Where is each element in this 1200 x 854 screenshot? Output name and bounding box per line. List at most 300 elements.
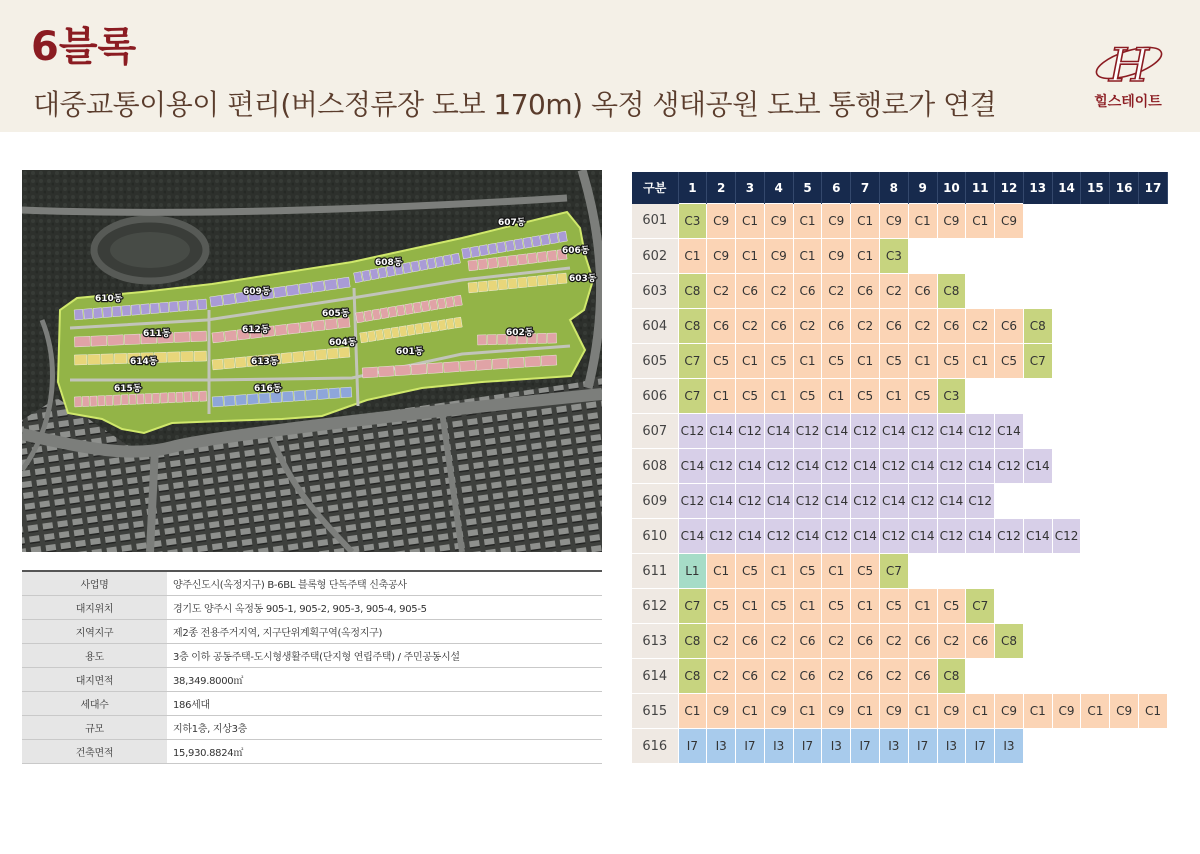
building-unit — [247, 394, 258, 405]
building-unit — [446, 318, 454, 329]
unit-cell: C3 — [678, 204, 707, 239]
empty-cell — [1110, 344, 1139, 379]
building-unit — [198, 299, 207, 310]
building-unit — [259, 393, 270, 404]
unit-cell: C2 — [879, 624, 908, 659]
unit-cell: C5 — [736, 379, 765, 414]
unit-cell: C1 — [851, 239, 880, 274]
row-label: 605 — [632, 344, 678, 379]
row-label: 609 — [632, 484, 678, 519]
unit-cell: C2 — [822, 659, 851, 694]
building-unit — [93, 308, 102, 319]
unit-cell: C12 — [822, 519, 851, 554]
building-unit — [438, 320, 446, 331]
unit-cell: C2 — [764, 659, 793, 694]
building-label: 616동 — [254, 384, 282, 394]
row-label: 604 — [632, 309, 678, 344]
building-unit — [517, 254, 527, 265]
building-unit — [514, 239, 523, 250]
unit-cell: C8 — [678, 659, 707, 694]
row-label: 614 — [632, 659, 678, 694]
unit-cell: C6 — [736, 624, 765, 659]
unit-cell: C6 — [707, 309, 736, 344]
unit-cell: C6 — [908, 624, 937, 659]
unit-cell: C2 — [793, 309, 822, 344]
unit-cell: C1 — [736, 344, 765, 379]
building-unit — [540, 234, 549, 245]
unit-table-header — [632, 172, 1168, 204]
info-label: 건축면적 — [22, 740, 167, 764]
building-unit — [312, 281, 325, 293]
building-unit — [91, 336, 107, 347]
unit-cell: I3 — [995, 729, 1024, 764]
building-unit — [378, 267, 387, 278]
unit-cell: C5 — [822, 344, 851, 379]
empty-cell — [1052, 484, 1081, 519]
empty-cell — [1139, 379, 1168, 414]
empty-cell — [1052, 414, 1081, 449]
building-unit — [383, 328, 391, 339]
building-unit — [391, 327, 399, 338]
building-unit — [212, 359, 223, 370]
unit-row — [632, 414, 1168, 449]
building-unit — [415, 323, 423, 334]
unit-cell: C9 — [822, 239, 851, 274]
building-unit — [324, 279, 337, 291]
row-label: 615 — [632, 694, 678, 729]
unit-cell: C1 — [793, 694, 822, 729]
unit-cell: C6 — [995, 309, 1024, 344]
empty-cell — [1081, 309, 1110, 344]
unit-cell: C6 — [937, 309, 966, 344]
row-label: 608 — [632, 449, 678, 484]
empty-cell — [966, 659, 995, 694]
building-unit — [527, 253, 537, 264]
unit-cell: C6 — [879, 309, 908, 344]
column-header: 12 — [995, 172, 1024, 204]
building-unit — [476, 359, 492, 370]
building-unit — [192, 391, 199, 401]
unit-cell: C1 — [736, 239, 765, 274]
unit-cell: C1 — [822, 379, 851, 414]
unit-cell: C14 — [822, 484, 851, 519]
unit-row — [632, 274, 1168, 309]
building-unit — [129, 394, 136, 404]
page-subtitle: 대중교통이용이 편리(버스정류장 도보 170m) 옥정 생태공원 도보 통행로가 연결 — [33, 90, 997, 121]
empty-cell — [1081, 239, 1110, 274]
building-unit — [427, 258, 436, 269]
info-row — [22, 620, 602, 644]
column-header: 16 — [1110, 172, 1139, 204]
building-unit — [454, 295, 463, 306]
row-label: 613 — [632, 624, 678, 659]
column-header: 14 — [1052, 172, 1081, 204]
unit-cell: C1 — [851, 204, 880, 239]
empty-cell — [1052, 589, 1081, 624]
unit-cell: C12 — [937, 449, 966, 484]
building-unit — [508, 357, 524, 368]
unit-cell: C8 — [937, 274, 966, 309]
building-unit — [74, 355, 87, 365]
info-value: 38,349.8000㎡ — [167, 668, 602, 692]
empty-cell — [1023, 274, 1052, 309]
unit-row — [632, 344, 1168, 379]
building-unit — [327, 348, 338, 359]
building-unit — [329, 388, 340, 399]
column-header: 5 — [793, 172, 822, 204]
building-unit — [300, 321, 313, 332]
unit-cell: C5 — [793, 379, 822, 414]
unit-cell: C5 — [736, 554, 765, 589]
unit-cell: C2 — [764, 624, 793, 659]
unit-cell: C14 — [793, 519, 822, 554]
building-unit — [370, 269, 379, 280]
unit-row — [632, 694, 1168, 729]
unit-cell: C5 — [879, 589, 908, 624]
unit-cell: C9 — [879, 694, 908, 729]
building-label: 614동 — [130, 357, 158, 367]
unit-cell: C9 — [995, 204, 1024, 239]
empty-cell — [1081, 449, 1110, 484]
info-label: 세대수 — [22, 692, 167, 716]
unit-cell: C5 — [851, 379, 880, 414]
building-unit — [479, 245, 488, 256]
building-unit — [498, 279, 508, 290]
unit-cell: C5 — [764, 344, 793, 379]
unit-cell: C2 — [822, 274, 851, 309]
building-unit — [537, 275, 547, 286]
empty-cell — [1110, 414, 1139, 449]
building-unit — [293, 351, 304, 362]
unit-cell: C8 — [678, 309, 707, 344]
empty-cell — [1052, 239, 1081, 274]
building-unit — [281, 352, 292, 363]
building-unit — [557, 273, 567, 284]
empty-cell — [1110, 659, 1139, 694]
empty-cell — [1110, 274, 1139, 309]
info-row — [22, 716, 602, 740]
empty-cell — [1110, 484, 1139, 519]
unit-cell: C1 — [793, 239, 822, 274]
building-label: 609동 — [243, 287, 271, 297]
empty-cell — [1052, 554, 1081, 589]
building-unit — [294, 390, 305, 401]
unit-row — [632, 554, 1168, 589]
unit-row — [632, 484, 1168, 519]
building-unit — [356, 312, 365, 323]
row-label: 612 — [632, 589, 678, 624]
unit-cell: C14 — [822, 414, 851, 449]
building-unit — [98, 396, 105, 406]
unit-cell: C14 — [736, 449, 765, 484]
building-unit — [273, 286, 286, 298]
building-unit — [429, 299, 438, 310]
column-header: 17 — [1139, 172, 1168, 204]
unit-cell: C14 — [908, 449, 937, 484]
unit-cell: C7 — [678, 379, 707, 414]
empty-cell — [995, 484, 1024, 519]
building-unit — [82, 396, 89, 406]
unit-cell: C1 — [793, 344, 822, 379]
building-unit — [421, 301, 430, 312]
unit-cell: C1 — [707, 379, 736, 414]
unit-cell: C1 — [707, 554, 736, 589]
logo-brand-name: 힐스테이트 — [1094, 94, 1162, 110]
building-unit — [312, 320, 325, 331]
column-header: 11 — [966, 172, 995, 204]
unit-cell: C2 — [908, 309, 937, 344]
building-unit — [462, 248, 471, 259]
empty-cell — [1081, 519, 1110, 554]
unit-cell: C12 — [1052, 519, 1081, 554]
empty-cell — [1081, 274, 1110, 309]
unit-cell: C12 — [879, 519, 908, 554]
unit-row — [632, 204, 1168, 239]
building-unit — [547, 333, 556, 343]
unit-cell: I3 — [879, 729, 908, 764]
unit-cell: I7 — [793, 729, 822, 764]
empty-cell — [1081, 624, 1110, 659]
building-unit — [451, 253, 460, 264]
empty-cell — [1052, 449, 1081, 484]
unit-row — [632, 659, 1168, 694]
unit-cell: C9 — [937, 204, 966, 239]
unit-cell: C9 — [707, 694, 736, 729]
unit-cell: C9 — [1110, 694, 1139, 729]
building-unit — [419, 259, 428, 270]
empty-cell — [995, 379, 1024, 414]
column-header: 15 — [1081, 172, 1110, 204]
unit-cell: I3 — [937, 729, 966, 764]
building-unit — [224, 330, 237, 341]
unit-cell: C6 — [966, 624, 995, 659]
track-field — [110, 232, 190, 268]
building-unit — [527, 276, 537, 287]
building-label: 610동 — [95, 294, 123, 304]
info-label: 용도 — [22, 644, 167, 668]
unit-cell: C7 — [678, 589, 707, 624]
unit-cell: C1 — [908, 344, 937, 379]
building-unit — [316, 349, 327, 360]
building-label: 602동 — [506, 328, 534, 338]
building-unit — [114, 353, 127, 363]
building-unit — [74, 336, 90, 347]
unit-cell: C14 — [879, 414, 908, 449]
unit-cell: C3 — [937, 379, 966, 414]
building-unit — [90, 396, 97, 406]
building-label: 601동 — [396, 347, 424, 357]
building-unit — [422, 322, 430, 333]
building-unit — [558, 231, 567, 242]
unit-cell: C9 — [937, 694, 966, 729]
building-unit — [113, 395, 120, 405]
empty-cell — [1110, 449, 1139, 484]
building-unit — [477, 335, 486, 345]
empty-cell — [995, 659, 1024, 694]
empty-cell — [995, 274, 1024, 309]
empty-cell — [1110, 239, 1139, 274]
unit-cell: C6 — [793, 659, 822, 694]
empty-cell — [966, 239, 995, 274]
unit-cell: C1 — [966, 204, 995, 239]
building-unit — [395, 365, 411, 376]
column-header: 3 — [736, 172, 765, 204]
empty-cell — [1052, 624, 1081, 659]
building-unit — [411, 364, 427, 375]
building-unit — [354, 272, 363, 283]
unit-cell: C14 — [851, 449, 880, 484]
unit-cell: C5 — [995, 344, 1024, 379]
building-unit — [488, 280, 498, 291]
empty-cell — [1052, 309, 1081, 344]
row-label: 603 — [632, 274, 678, 309]
empty-cell — [966, 274, 995, 309]
building-unit — [443, 362, 459, 373]
building-unit — [364, 310, 373, 321]
info-value: 지하1층, 지상3층 — [167, 716, 602, 740]
page-title: 6블록 — [31, 24, 137, 70]
unit-cell: C6 — [793, 624, 822, 659]
building-unit — [223, 293, 236, 305]
unit-cell: C7 — [678, 344, 707, 379]
logo-monogram: H — [1108, 38, 1150, 90]
building-unit — [325, 319, 338, 330]
empty-cell — [1139, 729, 1168, 764]
building-unit — [194, 351, 207, 361]
unit-cell: C12 — [678, 484, 707, 519]
row-label: 610 — [632, 519, 678, 554]
building-unit — [141, 304, 150, 315]
building-unit — [168, 392, 175, 402]
empty-cell — [1081, 729, 1110, 764]
building-unit — [304, 350, 315, 361]
unit-cell: C7 — [966, 589, 995, 624]
building-unit — [235, 357, 246, 368]
unit-cell: C2 — [937, 624, 966, 659]
building-unit — [287, 323, 300, 334]
unit-cell: C12 — [851, 414, 880, 449]
building-unit — [523, 237, 532, 248]
empty-cell — [1110, 624, 1139, 659]
unit-cell: C9 — [995, 694, 1024, 729]
unit-cell: C1 — [736, 589, 765, 624]
unit-cell: C1 — [908, 694, 937, 729]
unit-cell: C5 — [937, 589, 966, 624]
unit-cell: C1 — [678, 239, 707, 274]
empty-cell — [1023, 204, 1052, 239]
unit-cell: C1 — [966, 694, 995, 729]
empty-cell — [1110, 589, 1139, 624]
unit-cell: C1 — [764, 554, 793, 589]
building-unit — [212, 396, 223, 407]
building-unit — [488, 243, 497, 254]
column-header: 8 — [879, 172, 908, 204]
unit-cell: C14 — [764, 414, 793, 449]
empty-cell — [1052, 729, 1081, 764]
empty-cell — [1110, 309, 1139, 344]
unit-cell: C1 — [966, 344, 995, 379]
building-unit — [405, 303, 414, 314]
building-unit — [84, 308, 93, 319]
unit-cell: C14 — [966, 449, 995, 484]
building-unit — [468, 260, 478, 271]
building-unit — [339, 347, 350, 358]
building-unit — [212, 332, 225, 343]
row-label: 601 — [632, 204, 678, 239]
unit-cell: C14 — [995, 414, 1024, 449]
unit-cell: C6 — [736, 274, 765, 309]
column-header: 4 — [764, 172, 793, 204]
building-unit — [340, 387, 351, 398]
unit-cell: C8 — [678, 624, 707, 659]
unit-cell: C12 — [966, 414, 995, 449]
empty-cell — [1023, 379, 1052, 414]
empty-cell — [908, 554, 937, 589]
row-label: 616 — [632, 729, 678, 764]
building-unit — [174, 332, 190, 343]
info-row — [22, 596, 602, 620]
building-unit — [181, 351, 194, 361]
building-unit — [396, 305, 405, 316]
empty-cell — [1139, 204, 1168, 239]
building-unit — [199, 391, 206, 401]
building-unit — [176, 392, 183, 402]
unit-row — [632, 449, 1168, 484]
unit-cell: C2 — [707, 624, 736, 659]
unit-cell: C9 — [1052, 694, 1081, 729]
building-unit — [122, 305, 131, 316]
unit-cell: C12 — [995, 519, 1024, 554]
building-unit — [145, 393, 152, 403]
building-unit — [108, 335, 124, 346]
column-header: 10 — [937, 172, 966, 204]
unit-cell: C1 — [736, 204, 765, 239]
building-unit — [478, 281, 488, 292]
unit-cell: C14 — [879, 484, 908, 519]
info-value: 경기도 양주시 옥정동 905-1, 905-2, 905-3, 905-4, 905-5 — [167, 596, 602, 620]
building-unit — [470, 246, 479, 257]
unit-cell: C1 — [908, 204, 937, 239]
empty-cell — [1023, 239, 1052, 274]
building-unit — [317, 389, 328, 400]
unit-cell: I3 — [764, 729, 793, 764]
unit-cell: C9 — [764, 239, 793, 274]
unit-cell: C2 — [707, 274, 736, 309]
unit-cell: C5 — [764, 589, 793, 624]
unit-cell: C12 — [822, 449, 851, 484]
unit-cell: C14 — [1023, 519, 1052, 554]
unit-cell: C1 — [851, 694, 880, 729]
unit-row — [632, 519, 1168, 554]
unit-cell: C14 — [937, 484, 966, 519]
info-value: 제2종 전용주거지역, 지구단위계획구역(옥정지구) — [167, 620, 602, 644]
empty-cell — [1081, 554, 1110, 589]
unit-cell: C12 — [707, 519, 736, 554]
building-unit — [488, 257, 498, 268]
building-label: 606동 — [562, 246, 590, 256]
unit-cell: C6 — [764, 309, 793, 344]
unit-cell: C2 — [707, 659, 736, 694]
unit-cell: C14 — [707, 414, 736, 449]
unit-cell: C5 — [908, 379, 937, 414]
unit-cell: C14 — [678, 449, 707, 484]
unit-cell: C1 — [764, 379, 793, 414]
unit-cell: C14 — [966, 519, 995, 554]
unit-cell: C2 — [879, 274, 908, 309]
building-unit — [547, 274, 557, 285]
building-unit — [492, 358, 508, 369]
unit-cell: C14 — [1023, 449, 1052, 484]
